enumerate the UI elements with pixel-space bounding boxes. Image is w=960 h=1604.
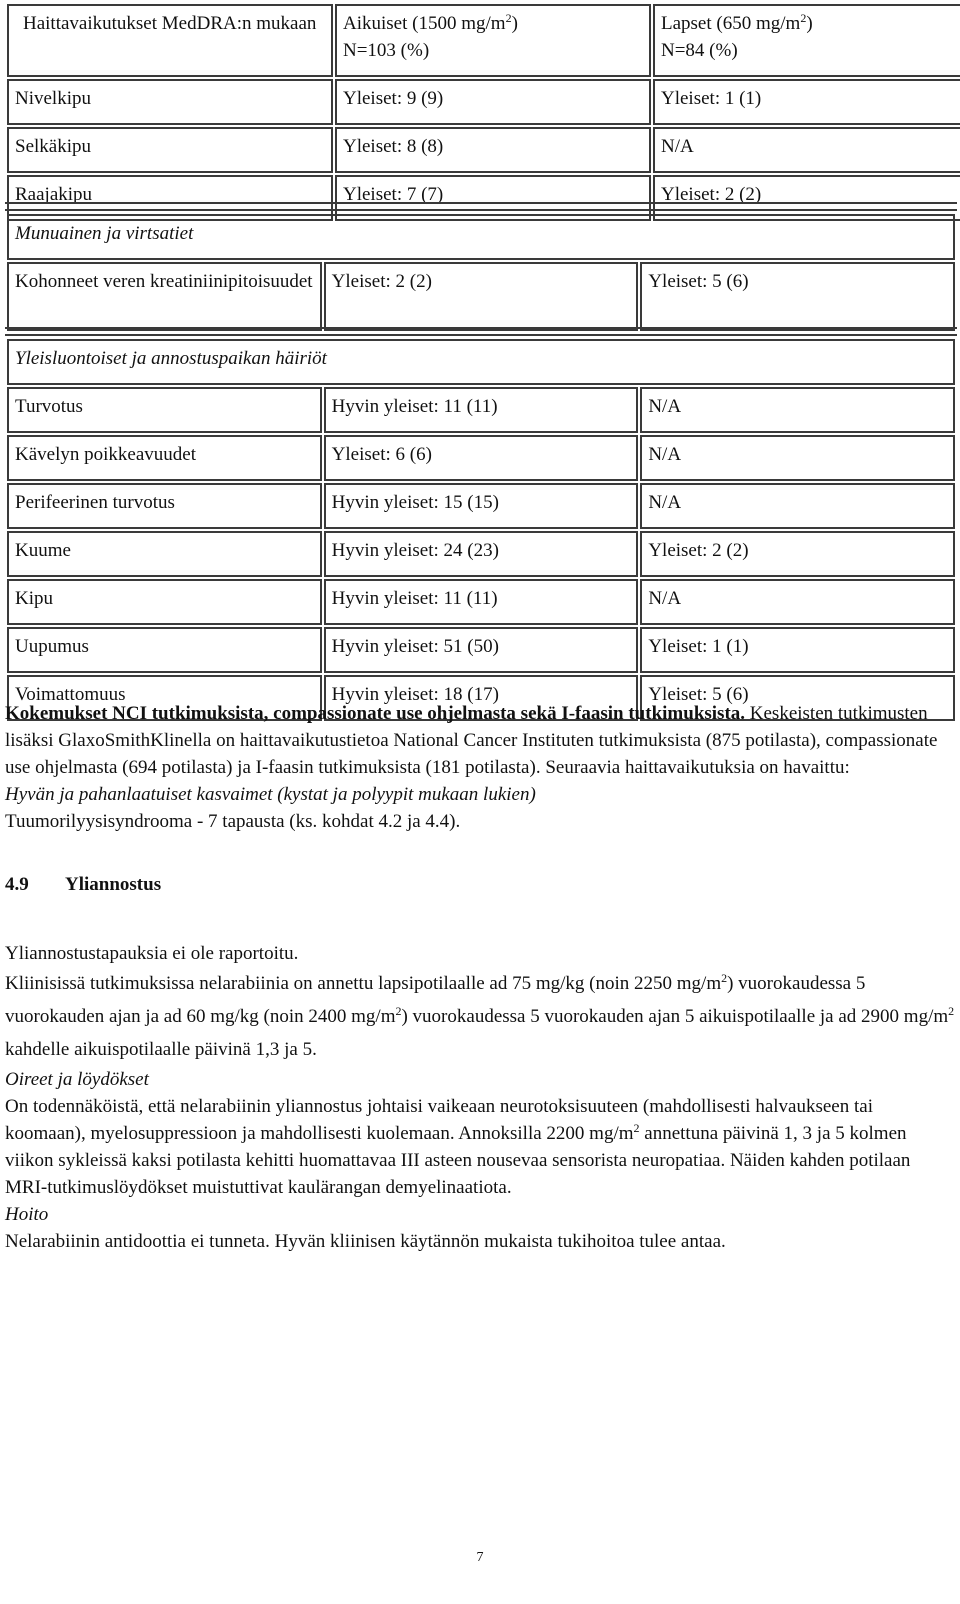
cell-children: N/A — [640, 483, 955, 529]
table-divider — [5, 202, 957, 211]
cell-adults: Yleiset: 2 (2) — [324, 262, 639, 331]
section-title-renal: Munuainen ja virtsatiet — [7, 214, 955, 260]
cell-name: Uupumus — [7, 627, 322, 673]
cell-name: Voimattomuus — [7, 675, 322, 721]
table-row — [7, 262, 955, 331]
cell-adults: Hyvin yleiset: 24 (23) — [324, 531, 639, 577]
header-adults: Aikuiset (1500 $mg/m^2$) N=103 (%) — [335, 4, 651, 77]
cell-name: Kävelyn poikkeavuudet — [7, 435, 322, 481]
cell-children: Yleiset: 5 (6) — [640, 675, 955, 721]
overdose-p1: Yliannostustapauksia ei ole raportoitu. — [5, 943, 299, 964]
cell-children: N/A — [653, 127, 960, 173]
table-row — [7, 627, 955, 673]
overdose-p2: Kliinisissä tutkimuksissa nelarabiinia on annettu lapsipotilaalle ad 75 mg/kg (noin 2250 $mg/m^2$) vuorokaudessa 5 vuorokauden ajan ja ad 60 mg/kg (noin 2400 $mg/m^2$) vuorokaudessa 5 vuorokauden ajan 5 aikuispotilaalle ja ad 2900 $mg/m^2$ kahdelle aikuispotilaalle päivinä 1,3 ja 5. — [5, 971, 955, 1060]
cell-name: Kohonneet veren kreatiniinipitoisuudet — [7, 262, 322, 331]
overdose-p3: On todennäköistä, että nelarabiinin yliannostus johtaisi vaikeaan neurotoksisuuteen (mahdollisesti halvaukseen tai koomaan), myelosuppressioon ja mahdollisesti kuolemaan. Annoksilla 2200 $mg/m^2$ annettuna päivinä 1, 3 ja 5 kolmen viikon sykleissä kaksi potilasta kehitti huomattavaa III asteen nousevaa sensorista neuropatiaa. Näiden kahden potilaan MRI-tutkimuslöydökset muistuttivat kaulärangan demyelinaatiota. — [5, 1096, 911, 1198]
cell-children: N/A — [640, 435, 955, 481]
header-meddra: Haittavaikutukset MedDRA:n mukaan — [7, 4, 333, 77]
cell-name: Turvotus — [7, 387, 322, 433]
section-row — [7, 214, 955, 260]
table-divider — [5, 327, 957, 336]
nci-heading: Kokemukset NCI tutkimuksista, compassionate use ohjelmasta sekä I-faasin tutkimuksista. — [5, 703, 746, 724]
nci-body: Keskeisten tutkimusten lisäksi GlaxoSmithKlinella on haittavaikutustietoa National Cancer Instituten tutkimuksista (875 potilasta), compassionate use ohjelmasta (694 potilasta) ja I-faasin tutkimuksista (181 potilasta). Seuraavia haittavaikutuksia on havaittu: — [5, 703, 938, 778]
tumor-category: Hyvän ja pahanlaatuiset kasvaimet (kystat ja polyypit mukaan lukien) — [5, 784, 536, 805]
overdose-text — [5, 940, 955, 1255]
cell-children: Yleiset: 5 (6) — [640, 262, 955, 331]
overdose-p4: Nelarabiinin antidoottia ei tunneta. Hyvän kliinisen käytännön mukaista tukihoitoa tulee antaa. — [5, 1231, 726, 1252]
cell-adults: Yleiset: 8 (8) — [335, 127, 651, 173]
cell-name: Perifeerinen turvotus — [7, 483, 322, 529]
cell-name: Selkäkipu — [7, 127, 333, 173]
cell-name: Raajakipu — [7, 175, 333, 221]
table-row — [7, 387, 955, 433]
cell-name: Kipu — [7, 579, 322, 625]
table-row — [7, 435, 955, 481]
cell-adults: Hyvin yleiset: 18 (17) — [324, 675, 639, 721]
table-row — [7, 127, 960, 173]
table-row — [7, 531, 955, 577]
header-children: Lapset (650 $mg/m^2$) N=84 (%) — [653, 4, 960, 77]
cell-children: Yleiset: 1 (1) — [653, 79, 960, 125]
section-title-general: Yleisluontoiset ja annostuspaikan häiriöt — [7, 339, 955, 385]
section-heading — [5, 874, 161, 896]
treatment-heading: Hoito — [5, 1204, 49, 1225]
cell-children: Yleiset: 2 (2) — [653, 175, 960, 221]
cell-name: Kuume — [7, 531, 322, 577]
cell-adults: Yleiset: 6 (6) — [324, 435, 639, 481]
cell-children: Yleiset: 1 (1) — [640, 627, 955, 673]
cell-children: Yleiset: 2 (2) — [640, 531, 955, 577]
cell-adults: Hyvin yleiset: 11 (11) — [324, 579, 639, 625]
cell-name: Nivelkipu — [7, 79, 333, 125]
section-number: 4.9 — [5, 874, 29, 895]
cell-adults: Hyvin yleiset: 15 (15) — [324, 483, 639, 529]
table-row — [7, 579, 955, 625]
cell-adults: Yleiset: 7 (7) — [335, 175, 651, 221]
adverse-effects-table-general — [5, 337, 957, 723]
table-row — [7, 483, 955, 529]
adverse-effects-table-renal — [5, 212, 957, 333]
cell-adults: Hyvin yleiset: 51 (50) — [324, 627, 639, 673]
table-header-row — [7, 4, 960, 77]
cell-adults: Hyvin yleiset: 11 (11) — [324, 387, 639, 433]
page-number: 7 — [476, 1550, 484, 1565]
cell-children: N/A — [640, 579, 955, 625]
adverse-effects-table-top — [5, 2, 960, 223]
tumor-lysis-line: Tuumorilyysisyndrooma - 7 tapausta (ks. kohdat 4.2 ja 4.4). — [5, 811, 461, 832]
symptoms-heading: Oireet ja löydökset — [5, 1069, 149, 1090]
section-title: Yliannostus — [65, 874, 162, 895]
cell-adults: Yleiset: 9 (9) — [335, 79, 651, 125]
table-row — [7, 79, 960, 125]
section-row — [7, 339, 955, 385]
cell-children: N/A — [640, 387, 955, 433]
nci-paragraph — [5, 700, 955, 835]
